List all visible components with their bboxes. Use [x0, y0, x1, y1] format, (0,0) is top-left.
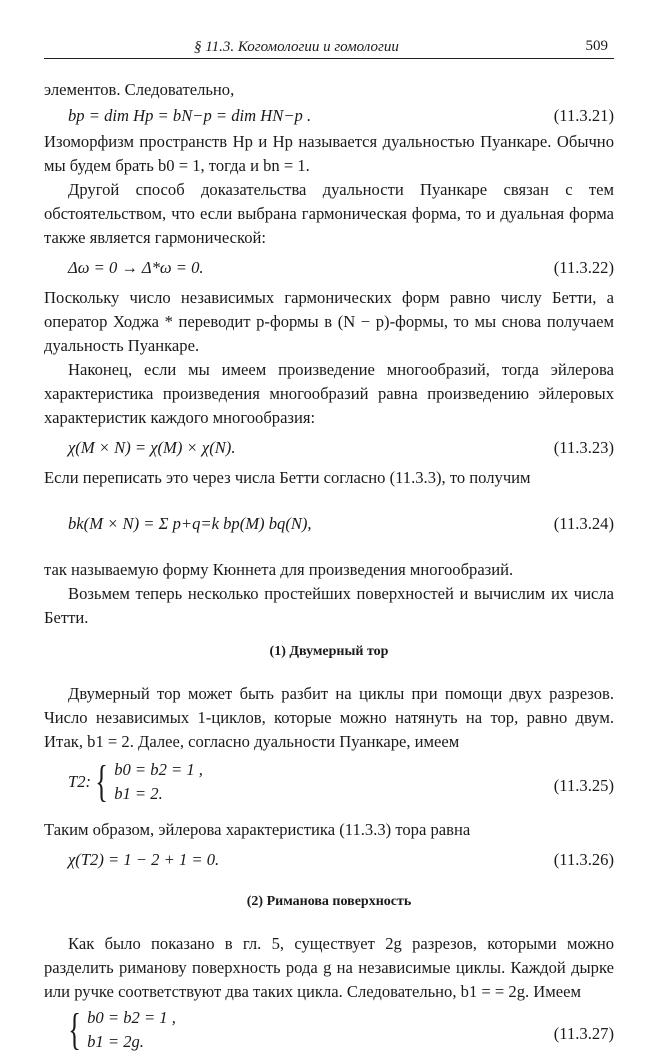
system-line: b1 = 2g.: [87, 1032, 144, 1051]
brace-system: [68, 758, 203, 806]
paragraph: Как было показано в гл. 5, существует 2g разрезов, которыми можно разделить риманову поверхность рода g на независимые циклы. Каждой дырке или ручке соответствуют два таких цикла. Следовательно, b1 = = 2g. Имеем: [44, 934, 614, 1001]
left-brace: {: [68, 1005, 81, 1054]
paragraph: Другой способ доказательства дуальности Пуанкаре связан с тем обстоятельством, что если выбрана гармоническая форма, то и дуальная форма также является гармонической:: [44, 180, 614, 247]
equation-11-3-22: [44, 254, 614, 282]
header-title: § 11.3. Когомологии и гомологии: [194, 39, 399, 55]
page-body: [44, 78, 614, 1062]
system-line: b0 = b2 = 1 ,: [87, 1008, 176, 1027]
equation-body: bp = dim Hp = bN−p = dim HN−p .: [68, 106, 312, 125]
system-lines: [87, 1006, 176, 1054]
system-lines: [114, 758, 203, 806]
equation-body: Δω = 0 → Δ*ω = 0.: [68, 258, 204, 277]
equation-number: (11.3.22): [553, 258, 614, 277]
section-heading-riemann: (2) Риманова поверхность: [246, 894, 412, 909]
equation-number: (11.3.25): [553, 776, 614, 795]
system-line: b1 = 2.: [114, 784, 163, 803]
paragraph: Поскольку число независимых гармонических форм равно числу Бетти, а оператор Ходжа * переводит p-формы в (N − p)-формы, то мы снова получаем дуальность Пуанкаре.: [44, 288, 614, 355]
equation-number: (11.3.24): [553, 514, 614, 533]
page-number: 509: [585, 38, 608, 54]
equation-number: (11.3.27): [553, 1024, 614, 1043]
system-line: b0 = b2 = 1 ,: [114, 760, 203, 779]
paragraph: элементов. Следовательно,: [44, 80, 235, 99]
equation-11-3-25: [44, 758, 614, 814]
equation-body: χ(T2) = 1 − 2 + 1 = 0.: [68, 850, 220, 869]
equation-11-3-26: [44, 846, 614, 874]
paragraph: Изоморфизм пространств Hp и Hp называется дуальностью Пуанкаре. Обычно мы будем брать b0 = 1, тогда и bn = 1.: [44, 132, 614, 175]
equation-body: bk(M × N) = Σ p+q=k bp(M) bq(N),: [68, 514, 312, 533]
running-header: [44, 38, 614, 59]
paragraph: так называемую форму Кюннета для произведения многообразий.: [44, 560, 514, 579]
paragraph: Наконец, если мы имеем произведение многообразий, тогда эйлерова характеристика произведения многообразий равна произведению эйлеровых характеристик каждого многообразия:: [44, 360, 614, 427]
equation-body: χ(M × N) = χ(M) × χ(N).: [68, 438, 236, 457]
system-label: T2:: [68, 772, 92, 791]
equation-number: (11.3.23): [553, 438, 614, 457]
equation-number: (11.3.21): [553, 106, 614, 125]
left-brace: {: [95, 757, 108, 806]
equation-11-3-23: [44, 434, 614, 462]
paragraph: Если переписать это через числа Бетти согласно (11.3.3), то получим: [44, 468, 531, 487]
paragraph: Возьмем теперь несколько простейших поверхностей и вычислим их числа Бетти.: [44, 584, 614, 627]
equation-11-3-27: [44, 1006, 614, 1062]
equation-11-3-24: [44, 496, 614, 552]
paragraph: Таким образом, эйлерова характеристика (11.3.3) тора равна: [44, 820, 471, 839]
section-heading-torus: (1) Двумерный тор: [269, 644, 389, 659]
brace-system: [64, 1006, 176, 1054]
equation-11-3-21: [44, 102, 614, 130]
paragraph: Двумерный тор может быть разбит на циклы при помощи двух разрезов. Число независимых 1-циклов, которые можно натянуть на тор, равно двум. Итак, b1 = 2. Далее, согласно дуальности Пуанкаре, имеем: [44, 684, 614, 751]
equation-number: (11.3.26): [553, 850, 614, 869]
